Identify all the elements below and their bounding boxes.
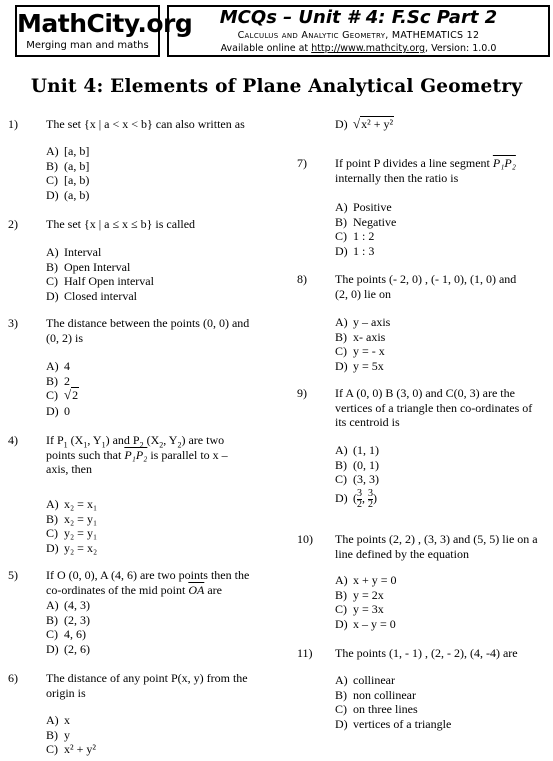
option-letter: C) bbox=[46, 627, 58, 641]
option-a[interactable] bbox=[335, 443, 379, 458]
option-letter: D) bbox=[46, 404, 59, 418]
option-letter: A) bbox=[335, 673, 348, 687]
option-text: Closed interval bbox=[64, 288, 137, 303]
option-text: y = - x bbox=[353, 344, 385, 358]
subscript: 1 bbox=[83, 440, 88, 450]
option-letter: D) bbox=[46, 288, 59, 303]
version-text: , Version: 1.0.0 bbox=[425, 43, 497, 54]
subscript: 1 bbox=[63, 440, 68, 450]
option-text: x – y = 0 bbox=[353, 616, 396, 631]
option-letter: B) bbox=[46, 511, 58, 526]
option-letter: B) bbox=[46, 158, 58, 173]
stem-line: The points (- 2, 0) , (- 1, 0), (1, 0) and bbox=[335, 272, 517, 286]
question-stem bbox=[46, 433, 228, 477]
title-box bbox=[167, 5, 550, 57]
option-letter: B) bbox=[46, 373, 58, 388]
option-c[interactable] bbox=[46, 627, 90, 642]
option-text: 4, 6) bbox=[64, 627, 86, 641]
option-letter: C) bbox=[46, 274, 58, 288]
option-d[interactable] bbox=[335, 244, 396, 259]
option-d[interactable] bbox=[46, 188, 89, 203]
option-text: [a, b) bbox=[64, 173, 90, 187]
option-text: Half Open interval bbox=[64, 274, 154, 288]
option-c[interactable] bbox=[335, 702, 451, 717]
option-text: (a, b) bbox=[64, 187, 90, 202]
option-text: Positive bbox=[353, 200, 392, 214]
stem-text: are bbox=[204, 582, 222, 597]
option-c[interactable] bbox=[335, 344, 390, 359]
option-b[interactable] bbox=[46, 613, 90, 628]
option-letter: D) bbox=[46, 187, 59, 202]
option-text: x₂ = x₁ bbox=[64, 497, 98, 511]
stem-text: co-ordinates of the mid point bbox=[46, 582, 189, 597]
option-a[interactable] bbox=[46, 359, 79, 374]
option-text: (0, 1) bbox=[353, 457, 379, 472]
option-b[interactable] bbox=[335, 215, 396, 230]
option-b[interactable] bbox=[46, 512, 97, 527]
option-letter: A) bbox=[46, 359, 59, 373]
option-list bbox=[46, 144, 89, 202]
line-segment: $\overline{OA}$ bbox=[188, 582, 205, 597]
stem-text: If P bbox=[46, 433, 64, 447]
option-letter: C) bbox=[335, 472, 347, 486]
option-text: (2, 3) bbox=[64, 612, 90, 627]
option-text: x + y = 0 bbox=[353, 573, 397, 587]
option-letter: C) bbox=[335, 602, 347, 616]
option-a[interactable] bbox=[335, 200, 396, 215]
option-letter: D) bbox=[335, 716, 348, 731]
option-letter: C) bbox=[46, 742, 58, 756]
option-list bbox=[46, 713, 96, 757]
option-letter: A) bbox=[335, 200, 348, 214]
option-list bbox=[335, 200, 396, 258]
option-b[interactable] bbox=[335, 588, 397, 603]
option-list bbox=[46, 598, 90, 656]
numerator: 3 bbox=[368, 487, 373, 499]
option-letter: D) bbox=[335, 243, 348, 258]
option-text: y₂ = y₁ bbox=[64, 526, 98, 540]
option-d[interactable] bbox=[46, 289, 154, 304]
option-letter: D) bbox=[335, 490, 348, 505]
option-text: on three lines bbox=[353, 702, 418, 716]
option-text: (4, 3) bbox=[64, 598, 90, 612]
option-letter: A) bbox=[335, 315, 348, 329]
option-text: non collinear bbox=[353, 687, 416, 702]
stem-text: , Y bbox=[87, 433, 102, 447]
option-letter: C) bbox=[46, 173, 58, 187]
option-letter: A) bbox=[46, 713, 59, 727]
option-text: y = 5x bbox=[353, 358, 384, 373]
question-number: 1) bbox=[8, 117, 18, 131]
option-d[interactable] bbox=[335, 117, 394, 132]
option-b[interactable] bbox=[46, 728, 96, 743]
option-text: 1 : 2 bbox=[353, 229, 375, 243]
option-d[interactable] bbox=[335, 717, 451, 732]
option-letter: A) bbox=[335, 443, 348, 457]
subscript: 2 bbox=[177, 440, 182, 450]
stem-line: line defined by the equation bbox=[335, 546, 469, 561]
square-root: √x² + y² bbox=[353, 116, 394, 131]
option-letter: D) bbox=[46, 540, 59, 555]
option-d[interactable] bbox=[335, 489, 379, 510]
option-text: y – axis bbox=[353, 315, 391, 329]
question-number: 3) bbox=[8, 316, 18, 330]
option-b[interactable] bbox=[335, 688, 451, 703]
option-text: ( $\frac{3}{2}$ , $\frac{3}{2}$ ) bbox=[353, 487, 377, 510]
stem-text: , Y bbox=[163, 433, 178, 447]
option-text: Open Interval bbox=[64, 259, 131, 274]
option-letter: C) bbox=[335, 702, 347, 716]
option-text: collinear bbox=[353, 673, 395, 687]
question-stem bbox=[46, 568, 249, 597]
option-text: (1, 1) bbox=[353, 443, 379, 457]
square-root: √2 bbox=[64, 387, 79, 402]
option-c[interactable] bbox=[46, 526, 97, 541]
option-text: y bbox=[64, 727, 70, 742]
stem-text: If point P divides a line segment bbox=[335, 156, 493, 170]
option-d[interactable] bbox=[46, 541, 97, 556]
stem-line: The distance between the points (0, 0) and bbox=[46, 316, 250, 330]
option-letter: B) bbox=[46, 727, 58, 742]
stem-text: internally then the ratio is bbox=[335, 170, 459, 185]
line-segment: P₁P₂ bbox=[124, 447, 148, 462]
option-a[interactable] bbox=[46, 245, 154, 260]
stem-line: origin is bbox=[46, 685, 86, 700]
subscript: 2 bbox=[139, 440, 144, 450]
stem-text: axis, then bbox=[46, 462, 92, 476]
question-number: 2) bbox=[8, 217, 18, 231]
option-list bbox=[335, 117, 394, 132]
document-subtitle: Calculus and Analytic Geometry, MATHEMATICS 12 bbox=[237, 30, 480, 41]
option-c[interactable] bbox=[335, 602, 397, 617]
option-d[interactable] bbox=[335, 617, 397, 632]
stem-text: (X bbox=[143, 433, 160, 447]
option-a[interactable] bbox=[335, 673, 451, 688]
option-c[interactable] bbox=[46, 274, 154, 289]
question-stem: The set {x | a ≤ x ≤ b} is called bbox=[46, 217, 196, 231]
option-list bbox=[46, 245, 154, 303]
question-stem bbox=[335, 156, 516, 185]
availability-line bbox=[169, 42, 548, 55]
option-letter: A) bbox=[46, 598, 59, 612]
option-letter: A) bbox=[335, 573, 348, 587]
subscript: 2 bbox=[159, 440, 164, 450]
option-c[interactable] bbox=[46, 173, 89, 188]
option-a[interactable] bbox=[46, 713, 96, 728]
fraction bbox=[357, 489, 362, 510]
stem-line: its centroid is bbox=[335, 415, 400, 429]
stem-line: (2, 0) lie on bbox=[335, 286, 391, 301]
option-c[interactable] bbox=[46, 742, 96, 757]
option-list bbox=[335, 673, 451, 731]
stem-line: If A (0, 0) B (3, 0) and C(0, 3) are the bbox=[335, 386, 515, 400]
question-number: 8) bbox=[297, 272, 307, 286]
option-a[interactable] bbox=[46, 144, 89, 159]
question-stem bbox=[46, 671, 248, 700]
page-header bbox=[15, 5, 550, 59]
option-text: (3, 3) bbox=[353, 472, 379, 486]
question-stem bbox=[335, 272, 516, 301]
stem-text: ) and P bbox=[105, 433, 140, 447]
option-a[interactable] bbox=[335, 573, 397, 588]
option-letter: C) bbox=[335, 344, 347, 358]
question-stem bbox=[46, 316, 249, 345]
denominator: 2 bbox=[357, 498, 362, 510]
question-number: 5) bbox=[8, 568, 18, 582]
option-c[interactable] bbox=[46, 388, 79, 404]
option-letter: B) bbox=[46, 612, 58, 627]
option-letter: C) bbox=[46, 526, 58, 540]
option-text: x bbox=[64, 713, 70, 727]
option-text: (2, 6) bbox=[64, 641, 90, 656]
option-d[interactable] bbox=[46, 404, 79, 419]
option-text: y = 3x bbox=[353, 602, 384, 616]
option-text: 2 bbox=[64, 373, 70, 388]
question-stem bbox=[335, 386, 532, 430]
option-d[interactable] bbox=[46, 642, 90, 657]
option-text: [a, b] bbox=[64, 144, 90, 158]
question-number: 10) bbox=[297, 532, 313, 546]
stem-text: ) are two bbox=[181, 433, 225, 447]
question-stem bbox=[335, 532, 538, 561]
option-c[interactable] bbox=[335, 229, 396, 244]
option-letter: D) bbox=[46, 641, 59, 656]
option-a[interactable] bbox=[46, 497, 97, 512]
stem-line: The distance of any point P(x, y) from the bbox=[46, 671, 248, 685]
option-letter: D) bbox=[335, 117, 348, 131]
option-a[interactable] bbox=[335, 315, 390, 330]
option-letter: A) bbox=[46, 497, 59, 511]
stem-text: (X bbox=[67, 433, 84, 447]
stem-line: The points (2, 2) , (3, 3) and (5, 5) lie on a bbox=[335, 532, 538, 546]
option-list bbox=[335, 573, 397, 631]
unit-title: Unit 4: Elements of Plane Analytical Geometry bbox=[30, 76, 523, 97]
document-title: MCQs – Unit # 4: F.Sc Part 2 bbox=[219, 7, 498, 28]
option-text: Interval bbox=[64, 245, 102, 259]
question-number: 9) bbox=[297, 386, 307, 400]
stem-text: If O (0, 0), A (4, 6) are two points then the bbox=[46, 568, 250, 582]
question-stem: The points (1, - 1) , (2, - 2), (4, -4) are bbox=[335, 646, 518, 660]
logo-name: MathCity.org bbox=[17, 9, 193, 38]
option-text: x- axis bbox=[353, 329, 386, 344]
website-link[interactable]: http://www.mathcity.org bbox=[311, 43, 426, 54]
option-text: Negative bbox=[353, 214, 397, 229]
option-letter: B) bbox=[335, 329, 347, 344]
fraction bbox=[368, 489, 373, 510]
option-b[interactable] bbox=[46, 374, 79, 389]
option-text: x² + y² bbox=[361, 117, 394, 131]
option-text: 2 bbox=[72, 388, 79, 402]
option-text: x² + y² bbox=[64, 742, 96, 756]
stem-text: is parallel to x – bbox=[147, 447, 228, 462]
option-c[interactable] bbox=[335, 472, 379, 487]
question-stem: The set {x | a < x < b} can also written as bbox=[46, 117, 245, 131]
option-b[interactable] bbox=[46, 159, 89, 174]
line-segment: P₁P₂ bbox=[492, 156, 516, 170]
option-list bbox=[335, 443, 379, 510]
option-text: y₂ = x₂ bbox=[64, 540, 98, 555]
question-number: 6) bbox=[8, 671, 18, 685]
available-prefix: Available online at bbox=[220, 43, 312, 54]
question-number: 4) bbox=[8, 433, 18, 447]
option-list bbox=[46, 359, 79, 419]
option-text: 0 bbox=[64, 404, 70, 418]
option-d[interactable] bbox=[335, 359, 390, 374]
subscript: 1 bbox=[101, 440, 106, 450]
option-letter: B) bbox=[335, 214, 347, 229]
option-letter: B) bbox=[46, 259, 58, 274]
option-letter: D) bbox=[335, 358, 348, 373]
logo-tagline: Merging man and maths bbox=[26, 40, 149, 51]
option-letter: A) bbox=[46, 144, 59, 158]
question-number: 11) bbox=[297, 646, 313, 660]
option-text: 4 bbox=[64, 359, 70, 373]
option-a[interactable] bbox=[46, 598, 90, 613]
option-list bbox=[46, 497, 97, 555]
stem-text: points such that bbox=[46, 447, 125, 462]
option-text: (a, b] bbox=[64, 158, 90, 173]
numerator: 3 bbox=[357, 487, 362, 499]
stem-line: vertices of a triangle then co-ordinates of bbox=[335, 400, 533, 415]
option-b[interactable] bbox=[335, 330, 390, 345]
stem-line: (0, 2) is bbox=[46, 330, 83, 345]
option-text: vertices of a triangle bbox=[353, 716, 452, 731]
denominator: 2 bbox=[368, 498, 373, 510]
option-letter: A) bbox=[46, 245, 59, 259]
option-b[interactable] bbox=[335, 458, 379, 473]
option-text: x₂ = y₁ bbox=[64, 511, 98, 526]
option-text: y = 2x bbox=[353, 587, 384, 602]
option-text: 1 : 3 bbox=[353, 243, 375, 258]
option-letter: C) bbox=[335, 229, 347, 243]
option-letter: D) bbox=[335, 616, 348, 631]
option-b[interactable] bbox=[46, 260, 154, 275]
option-letter: B) bbox=[335, 687, 347, 702]
option-letter: B) bbox=[335, 457, 347, 472]
option-letter: B) bbox=[335, 587, 347, 602]
option-list bbox=[335, 315, 390, 373]
option-letter: C) bbox=[46, 388, 58, 402]
logo bbox=[15, 5, 193, 57]
question-number: 7) bbox=[297, 156, 307, 170]
